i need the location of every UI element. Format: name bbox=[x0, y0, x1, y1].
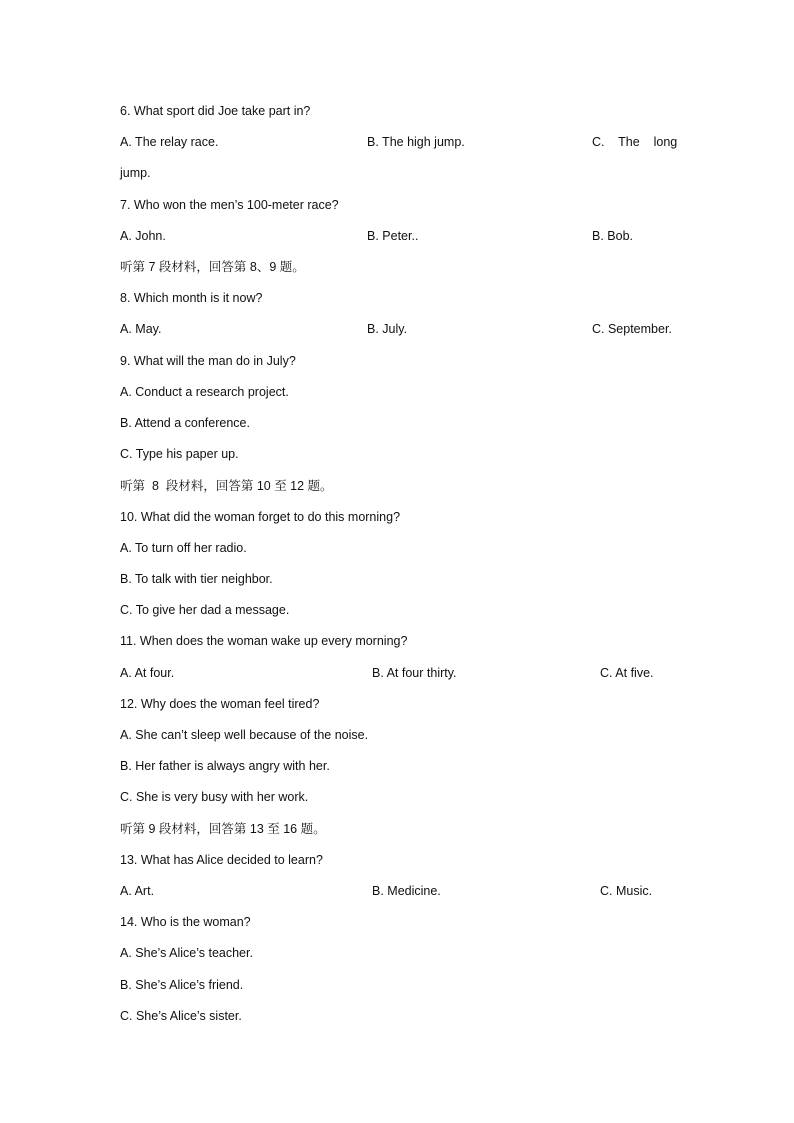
q13-option-c: C. Music. bbox=[600, 884, 653, 898]
q9-option-c: C. Type his paper up. bbox=[120, 447, 239, 461]
q13-option-a: A. Art. bbox=[120, 884, 155, 898]
q10-option-c: C. To give her dad a message. bbox=[120, 603, 290, 617]
q10-option-a: A. To turn off her radio. bbox=[120, 541, 247, 555]
question-14: 14. Who is the woman? bbox=[120, 915, 251, 929]
section-8-instruction: 听第 8 段材料，回答第 10 至 12 题。 bbox=[120, 479, 333, 493]
q12-option-b: B. Her father is always angry with her. bbox=[120, 759, 330, 773]
question-6: 6. What sport did Joe take part in? bbox=[120, 104, 311, 118]
q14-option-c: C. She’s Alice’s sister. bbox=[120, 1009, 242, 1023]
section-7-instruction: 听第 7 段材料，回答第 8、9 题。 bbox=[120, 260, 305, 274]
question-12: 12. Why does the woman feel tired? bbox=[120, 697, 320, 711]
q11-option-a: A. At four. bbox=[120, 666, 175, 680]
q13-option-b: B. Medicine. bbox=[372, 884, 441, 898]
q6-option-c: C. The long bbox=[592, 135, 678, 149]
question-9: 9. What will the man do in July? bbox=[120, 354, 296, 368]
q10-option-b: B. To talk with tier neighbor. bbox=[120, 572, 273, 586]
q9-option-b: B. Attend a conference. bbox=[120, 416, 250, 430]
q9-option-a: A. Conduct a research project. bbox=[120, 385, 289, 399]
q6-option-a: A. The relay race. bbox=[120, 135, 219, 149]
section-9-instruction: 听第 9 段材料，回答第 13 至 16 题。 bbox=[120, 822, 326, 836]
q7-option-c: B. Bob. bbox=[592, 229, 633, 243]
q11-option-b: B. At four thirty. bbox=[372, 666, 457, 680]
question-11: 11. When does the woman wake up every morning? bbox=[120, 634, 408, 648]
question-8: 8. Which month is it now? bbox=[120, 291, 263, 305]
q6-option-b: B. The high jump. bbox=[367, 135, 465, 149]
q7-option-a: A. John. bbox=[120, 229, 166, 243]
q12-option-c: C. She is very busy with her work. bbox=[120, 790, 309, 804]
q8-option-c: C. September. bbox=[592, 322, 672, 336]
q12-option-a: A. She can’t sleep well because of the noise. bbox=[120, 728, 369, 742]
q6-option-c-wrap: jump. bbox=[120, 166, 151, 180]
q8-option-a: A. May. bbox=[120, 322, 162, 336]
question-13: 13. What has Alice decided to learn? bbox=[120, 853, 323, 867]
q7-option-b: B. Peter.. bbox=[367, 229, 419, 243]
question-7: 7. Who won the men’s 100-meter race? bbox=[120, 198, 339, 212]
q14-option-a: A. She’s Alice’s teacher. bbox=[120, 946, 253, 960]
question-10: 10. What did the woman forget to do this morning? bbox=[120, 510, 401, 524]
q14-option-b: B. She’s Alice’s friend. bbox=[120, 978, 244, 992]
q8-option-b: B. July. bbox=[367, 322, 408, 336]
q11-option-c: C. At five. bbox=[600, 666, 654, 680]
